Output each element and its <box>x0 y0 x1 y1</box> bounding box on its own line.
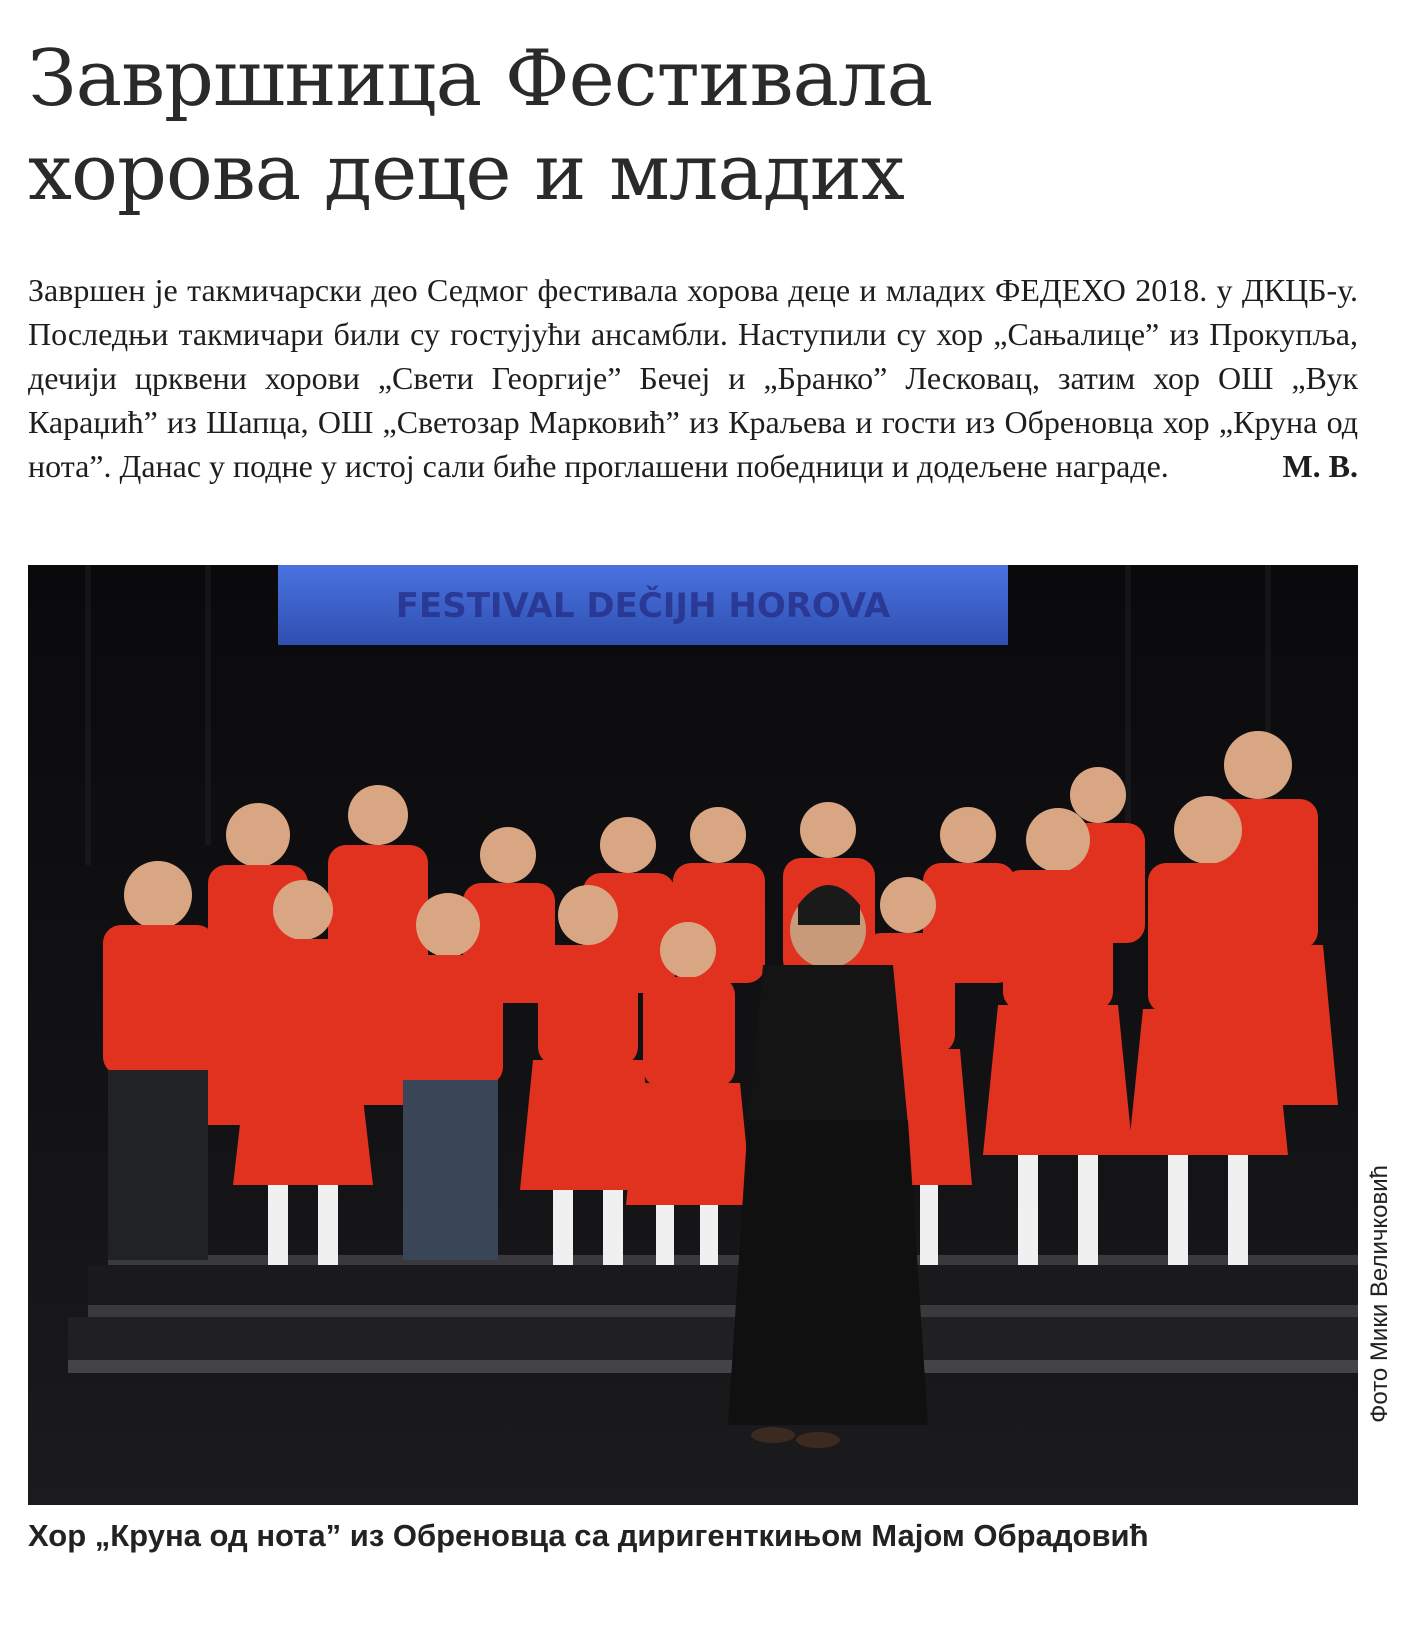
risers <box>68 1255 1358 1373</box>
banner-text: FESTIVAL DEČIJH HOROVA <box>395 586 891 626</box>
choir-photo <box>28 565 1358 1505</box>
photo-credit: Фото Мики Величковић <box>1366 1165 1393 1423</box>
headline <box>28 32 1328 220</box>
choir-photo-illustration <box>28 565 1358 1505</box>
photo-caption: Хор „Круна од нота” из Обреновца са диригенткињом Мајом Обрадовић <box>28 1518 1149 1553</box>
headline-line-1: Завршница Фестивала <box>28 34 933 124</box>
article-text: Завршен је такмичарски део Седмог фестивала хорова деце и младих ФЕДЕХО 2018. у ДКЦБ-у. Последњи такмичари били су гостујући ансамбли. Наступили су хор „Сањалице” из Прокупља, дечији црквени хорови „Свети Георгије” Бечеј и „Бранко” Лесковац, затим хор ОШ „Вук Караџић” из Шапца, ОШ „Светозар Марковић” из Краљева и гости из Обреновца хор „Круна од нота”. Данас у подне у истој сали биће проглашени победници и додељене награде. <box>28 272 1358 484</box>
article-body <box>28 268 1358 488</box>
headline-line-2: хорова деце и младих <box>28 128 904 218</box>
author-initials: М. В. <box>1282 448 1358 484</box>
